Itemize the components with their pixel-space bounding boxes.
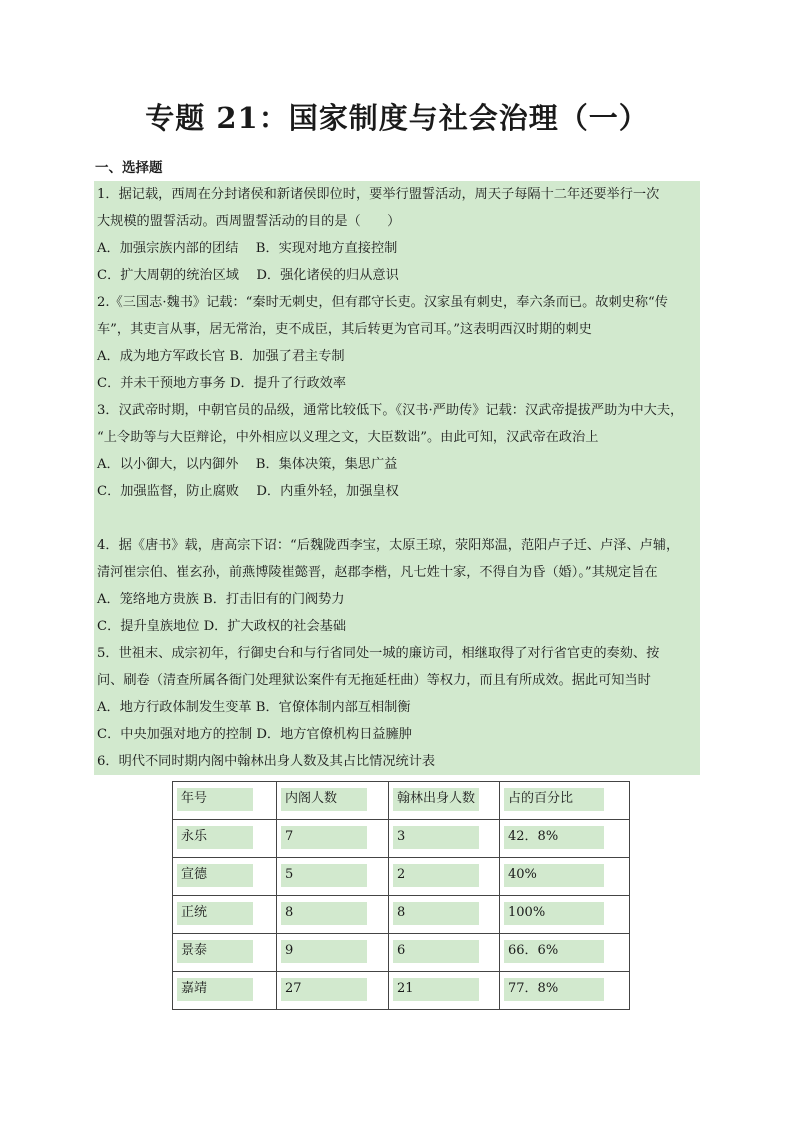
answer-option-line: C．提升皇族地位 D．扩大政权的社会基础 bbox=[97, 619, 347, 634]
answer-option-line: C．中央加强对地方的控制 D．地方官僚机构日益臃肿 bbox=[97, 727, 412, 742]
answer-option-line: C．加强监督，防止腐败 D．内重外轻，加强皇权 bbox=[97, 484, 399, 499]
table-cell bbox=[500, 972, 630, 1010]
statistics-table bbox=[172, 781, 630, 1010]
table-cell bbox=[389, 896, 500, 934]
header-hanlin-count: 翰林出身人数 bbox=[393, 788, 479, 811]
table-row bbox=[173, 896, 630, 934]
cell-cabinet-count: 8 bbox=[281, 902, 367, 925]
cell-hanlin-count: 2 bbox=[393, 864, 479, 887]
cell-era: 永乐 bbox=[177, 826, 253, 849]
cell-era: 正统 bbox=[177, 902, 253, 925]
blank-line bbox=[94, 505, 700, 532]
cell-hanlin-count: 6 bbox=[393, 940, 479, 963]
question-line: 4．据《唐书》载，唐高宗下诏：“后魏陇西李宝，太原王琼，荥阳郑温，范阳卢子迁、卢泽、卢辅， bbox=[97, 538, 680, 553]
answer-option-line: A．笼络地方贵族 B．打击旧有的门阀势力 bbox=[97, 592, 345, 607]
cell-cabinet-count: 5 bbox=[281, 864, 367, 887]
table-cell bbox=[277, 858, 389, 896]
table-header-row bbox=[173, 782, 630, 820]
answer-option-line: A．以小御大，以内御外 B．集体决策，集思广益 bbox=[97, 457, 398, 472]
table-cell bbox=[500, 934, 630, 972]
table-cell bbox=[500, 896, 630, 934]
question-line: 3．汉武帝时期，中朝官员的品级，通常比较低下。《汉书·严助传》记载：汉武帝提拔严助为中大夫， bbox=[97, 403, 684, 418]
table-header-cell bbox=[173, 782, 277, 820]
table-header-cell bbox=[277, 782, 389, 820]
table-cell bbox=[173, 896, 277, 934]
table-cell bbox=[389, 972, 500, 1010]
table-cell bbox=[277, 820, 389, 858]
cell-era: 宣德 bbox=[177, 864, 253, 887]
table-cell bbox=[389, 934, 500, 972]
cell-percentage: 40% bbox=[504, 864, 604, 887]
cell-cabinet-count: 27 bbox=[281, 978, 367, 1001]
question-line: “上令助等与大臣辩论，中外相应以义理之文，大臣数诎”。由此可知，汉武帝在政治上 bbox=[97, 430, 599, 445]
question-line: 6．明代不同时期内阁中翰林出身人数及其占比情况统计表 bbox=[97, 754, 436, 769]
cell-percentage: 100% bbox=[504, 902, 604, 925]
table-cell bbox=[500, 858, 630, 896]
cell-hanlin-count: 8 bbox=[393, 902, 479, 925]
answer-option-line: A．加强宗族内部的团结 B．实现对地方直接控制 bbox=[97, 241, 398, 256]
header-percentage: 占的百分比 bbox=[504, 788, 604, 811]
table-cell bbox=[389, 858, 500, 896]
cell-cabinet-count: 9 bbox=[281, 940, 367, 963]
answer-option-line: A．地方行政体制发生变革 B．官僚体制内部互相制衡 bbox=[97, 700, 411, 715]
table-cell bbox=[389, 820, 500, 858]
cell-percentage: 42．8% bbox=[504, 826, 604, 849]
header-era: 年号 bbox=[177, 788, 253, 811]
question-line: 问、刷卷（清查所属各衙门处理狱讼案件有无拖延枉曲）等权力，而且有所成效。据此可知当时 bbox=[97, 673, 651, 688]
table-row bbox=[173, 858, 630, 896]
table-cell bbox=[173, 858, 277, 896]
question-line: 5．世祖末、成宗初年，行御史台和与行省同处一城的廉访司，相继取得了对行省官吏的奏劾、按 bbox=[97, 646, 660, 661]
table-row bbox=[173, 972, 630, 1010]
cell-percentage: 66．6% bbox=[504, 940, 604, 963]
question-line: 1．据记载，西周在分封诸侯和新诸侯即位时，要举行盟誓活动，周天子每隔十二年还要举行一次 bbox=[97, 187, 660, 202]
question-line: 车”，其吏言从事，居无常治，吏不成臣，其后转更为官司耳。”这表明西汉时期的刺史 bbox=[97, 322, 592, 337]
table-cell bbox=[277, 972, 389, 1010]
table-cell bbox=[173, 934, 277, 972]
table-cell bbox=[277, 896, 389, 934]
table-cell bbox=[173, 820, 277, 858]
cell-hanlin-count: 3 bbox=[393, 826, 479, 849]
answer-option-line: C．并未干预地方事务 D．提升了行政效率 bbox=[97, 376, 347, 391]
table-row bbox=[173, 820, 630, 858]
cell-era: 嘉靖 bbox=[177, 978, 253, 1001]
question-block bbox=[94, 181, 700, 775]
cell-percentage: 77．8% bbox=[504, 978, 604, 1001]
table-row bbox=[173, 934, 630, 972]
cell-hanlin-count: 21 bbox=[393, 978, 479, 1001]
answer-option-line: A．成为地方军政长官 B．加强了君主专制 bbox=[97, 349, 345, 364]
question-line: 2.《三国志·魏书》记载：“秦时无刺史，但有郡守长吏。汉家虽有刺史，奉六条而已。故刺史称“传 bbox=[97, 295, 668, 310]
question-line: 清河崔宗伯、崔玄孙，前燕博陵崔懿晋，赵郡李楷，凡七姓十家，不得自为昏（婚）。”其规定旨在 bbox=[97, 565, 658, 580]
table-cell bbox=[173, 972, 277, 1010]
table-cell bbox=[500, 820, 630, 858]
section-heading: 一、选择题 bbox=[95, 160, 163, 176]
table-cell bbox=[277, 934, 389, 972]
table-header-cell bbox=[500, 782, 630, 820]
cell-cabinet-count: 7 bbox=[281, 826, 367, 849]
table-header-cell bbox=[389, 782, 500, 820]
answer-option-line: C．扩大周朝的统治区域 D．强化诸侯的归从意识 bbox=[97, 268, 399, 283]
cell-era: 景泰 bbox=[177, 940, 253, 963]
page-title: 专题 21：国家制度与社会治理（一） bbox=[145, 101, 649, 135]
header-cabinet-count: 内阁人数 bbox=[281, 788, 367, 811]
question-line: 大规模的盟誓活动。西周盟誓活动的目的是（ ） bbox=[97, 214, 401, 229]
